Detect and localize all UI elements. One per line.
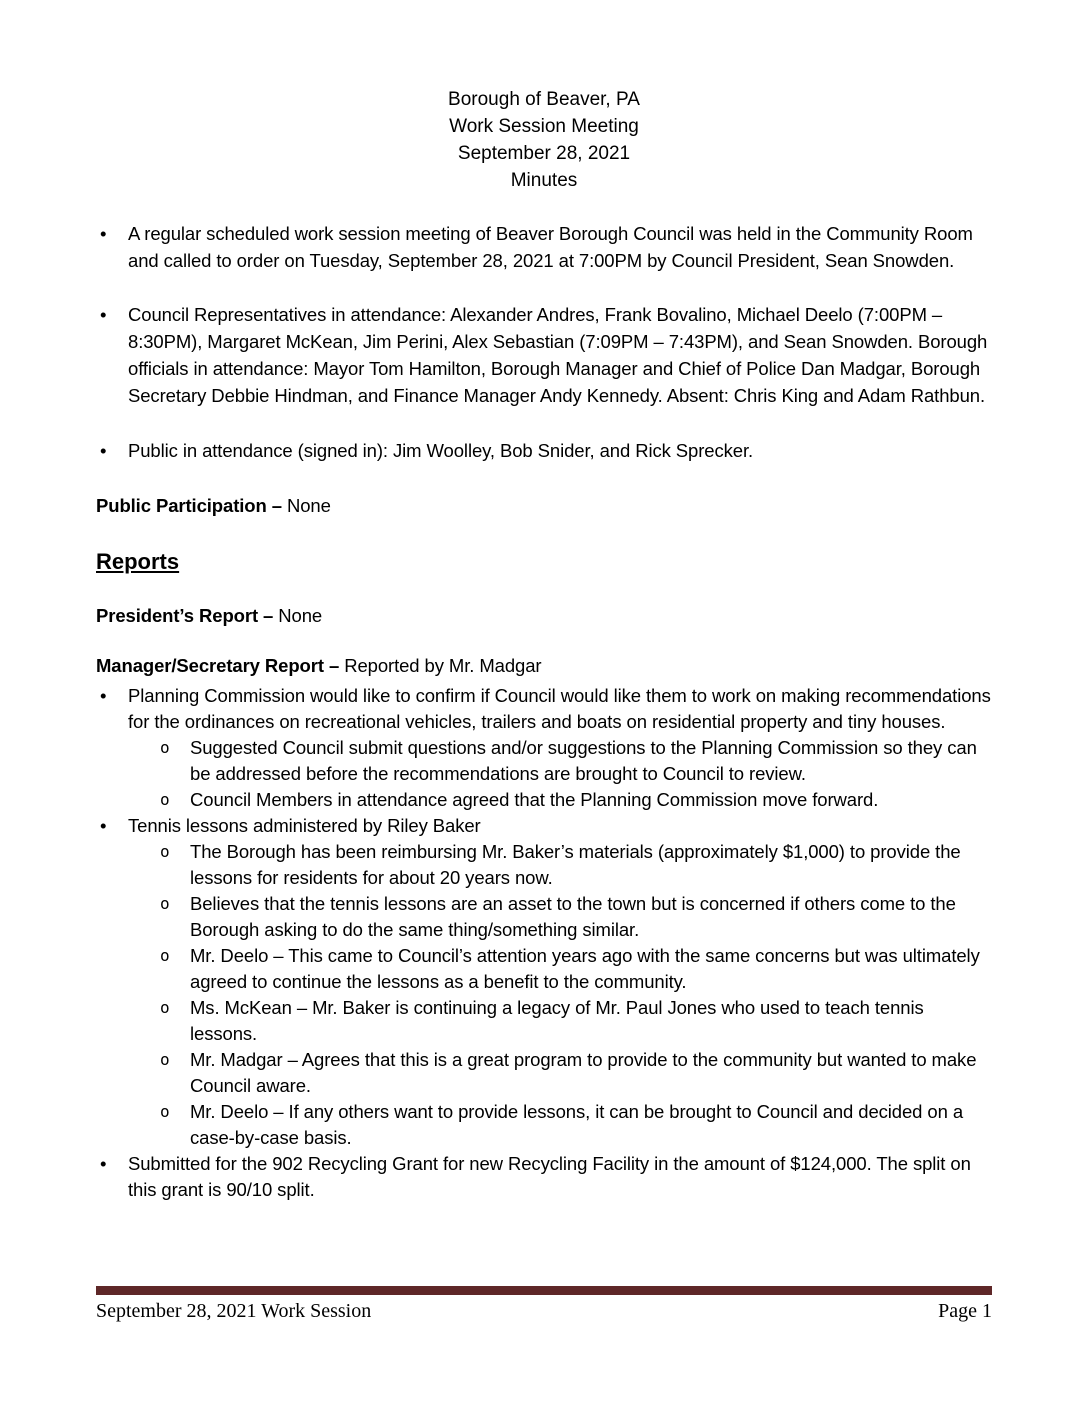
reports-heading: Reports [96, 549, 180, 574]
title-line-date: September 28, 2021 [457, 143, 631, 164]
list-item [96, 995, 992, 1047]
footer-text-row [96, 1298, 992, 1324]
report-item-text: Ms. McKean – Mr. Baker is continuing a legacy of Mr. Paul Jones who used to teach tennis lessons. [190, 997, 924, 1044]
list-item [96, 683, 992, 735]
circle-bullet-icon: o [160, 998, 170, 1017]
list-item [96, 787, 992, 813]
list-item [96, 839, 992, 891]
report-item-text: Planning Commission would like to confirm if Council would like them to work on making recommendations for the ordinances on recreational vehicles, trailers and boats on residential property and tiny houses. [128, 685, 991, 732]
circle-bullet-icon: o [160, 946, 170, 965]
bullet-icon: • [100, 815, 107, 836]
report-item-text: Suggested Council submit questions and/or suggestions to the Planning Commission so they can be addressed before the recommendations are brought to Council to review. [190, 737, 977, 784]
list-item [96, 1151, 992, 1203]
circle-bullet-icon: o [160, 1102, 170, 1121]
spacer [96, 274, 992, 301]
document-content [96, 86, 992, 1203]
list-item [96, 220, 992, 274]
list-item [96, 1099, 992, 1151]
report-item-text: Tennis lessons administered by Riley Baker [128, 815, 481, 836]
title-line-organization: Borough of Beaver, PA [448, 89, 640, 110]
page-footer [96, 1286, 992, 1324]
bullet-icon: • [100, 685, 107, 706]
presidents-report-label: President’s Report – [96, 605, 274, 626]
bullet-icon: • [100, 223, 107, 244]
report-item-text: Mr. Madgar – Agrees that this is a great program to provide to the community but wanted to make Council aware. [190, 1049, 977, 1096]
public-participation-label: Public Participation – [96, 495, 282, 516]
circle-bullet-icon: o [160, 790, 170, 809]
report-item-text: Mr. Deelo – This came to Council’s attention years ago with the same concerns but was ultimately agreed to continue the lessons as a benefit to the community. [190, 945, 980, 992]
spacer [96, 409, 992, 437]
report-item-text: Submitted for the 902 Recycling Grant for new Recycling Facility in the amount of $124,000. The split on this grant is 90/10 split. [128, 1153, 971, 1200]
list-item [96, 735, 992, 787]
bullet-icon: • [100, 440, 107, 461]
list-item [96, 301, 992, 409]
circle-bullet-icon: o [160, 738, 170, 757]
public-participation-value: None [286, 495, 331, 516]
manager-report-label: Manager/Secretary Report – [96, 655, 340, 676]
report-item-text: Council Members in attendance agreed that the Planning Commission move forward. [190, 789, 879, 810]
list-item [96, 1047, 992, 1099]
title-line-minutes: Minutes [510, 170, 578, 191]
bullet-icon: • [100, 304, 107, 325]
report-item-text: Believes that the tennis lessons are an asset to the town but is concerned if others come to the Borough asking to do the same thing/something similar. [190, 893, 956, 940]
presidents-report-value: None [278, 605, 323, 626]
intro-bullet-text: A regular scheduled work session meeting of Beaver Borough Council was held in the Community Room and called to order on Tuesday, September 28, 2021 at 7:00PM by Council President, Sean Snowden. [128, 223, 973, 271]
manager-report-value: Reported by Mr. Madgar [344, 655, 542, 676]
footer-divider-bar [96, 1286, 992, 1295]
footer-page-number: Page 1 [938, 1300, 992, 1322]
list-item [96, 437, 992, 464]
document-title-block [96, 86, 992, 194]
title-line-meeting-type: Work Session Meeting [449, 116, 639, 137]
public-participation-line [96, 492, 992, 519]
bullet-icon: • [100, 1153, 107, 1174]
list-item [96, 813, 992, 839]
circle-bullet-icon: o [160, 894, 170, 913]
list-item [96, 891, 992, 943]
circle-bullet-icon: o [160, 1050, 170, 1069]
manager-report-line [96, 652, 992, 679]
report-item-text: The Borough has been reimbursing Mr. Baker’s materials (approximately $1,000) to provide the lessons for residents for about 20 years now. [190, 841, 961, 888]
footer-session-label: September 28, 2021 Work Session [96, 1300, 372, 1322]
intro-bullet-text: Council Representatives in attendance: Alexander Andres, Frank Bovalino, Michael Deelo (7:00PM – 8:30PM), Margaret McKean, Jim Perini, Alex Sebastian (7:09PM – 7:43PM), and Sean Snowden. Borough officials in attendance: Mayor Tom Hamilton, Borough Manager and Chief of Police Dan Madgar, Borough Secretary Debbie Hindman, and Finance Manager Andy Kennedy. Absent: Chris King and Adam Rathbun. [128, 304, 988, 406]
presidents-report-line [96, 602, 992, 629]
report-item-text: Mr. Deelo – If any others want to provide lessons, it can be brought to Council and decided on a case-by-case basis. [190, 1101, 964, 1148]
intro-bullet-text: Public in attendance (signed in): Jim Woolley, Bob Snider, and Rick Sprecker. [128, 440, 754, 461]
list-item [96, 943, 992, 995]
circle-bullet-icon: o [160, 842, 170, 861]
